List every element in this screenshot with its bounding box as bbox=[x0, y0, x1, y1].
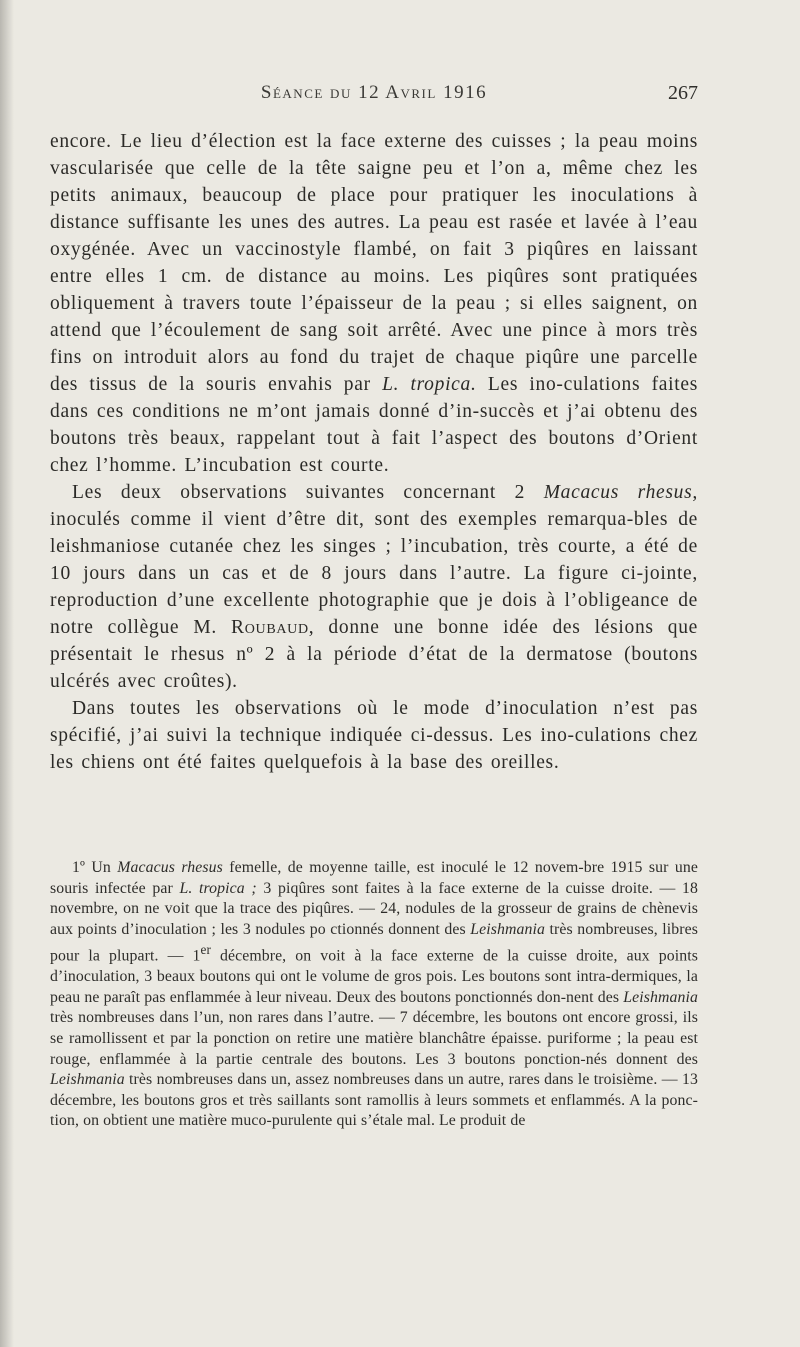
page-edge-shadow bbox=[0, 0, 14, 1347]
note-text-d: décembre, on voit à la face externe de la cuisse droite, aux points d’inoculation, 3 beaux boutons qui ont le volume de gros pois. Les boutons sont intra-dermiques, la peau ne paraît pas enflammée à leur niveau. Deux des boutons ponctionnés don-nent des bbox=[50, 947, 698, 1006]
observation-note bbox=[50, 858, 698, 1132]
genus-name: Leishmania bbox=[623, 988, 698, 1006]
paragraph-2-end: , donne une bonne idée des lésions que présentait le rhesus nº 2 à la période d’état de la dermatose (boutons ulcérés avec croûtes). bbox=[50, 617, 699, 692]
species-name: L. tropica. bbox=[382, 374, 477, 395]
running-header bbox=[50, 82, 698, 108]
paragraph-2-start: Les deux observations suivantes concernant 2 bbox=[72, 482, 526, 503]
note-text-e: très nombreuses dans l’un, non rares dans l’autre. — 7 décembre, les boutons ont encore grossi, ils se ramollissent et par la ponction on retire une matière blanchâtre épaisse. puriforme ; la peau est rouge, enflammée à la partie centrale des boutons. Les 3 boutons ponction-nés donnent des bbox=[50, 1009, 698, 1068]
ordinal-superscript: er bbox=[200, 942, 211, 958]
running-title: Séance du 12 Avril 1916 bbox=[260, 82, 488, 103]
page-number: 267 bbox=[668, 82, 698, 104]
species-name: Macacus rhesus, bbox=[543, 482, 698, 503]
note-text-f: très nombreuses dans un, assez nombreuses dans un autre, rares dans le troisième. — 13 décembre, les boutons gros et très saillants sont ramollis à leurs sommets et enflammés. A la ponc-tion, on obtient une matière muco-purulente qui s’étale mal. Le produit de bbox=[50, 1071, 698, 1130]
species-name: L. tropica ; bbox=[179, 879, 257, 897]
note-text-b: 3 piqûres sont faites à la face externe de la cuisse droite. — 18 novembre, on ne voit que la trace des piqûres. — 24, nodules de la grosseur de grains de chènevis aux points d’inoculation ; les 3 nodules po ctionnés donnent des bbox=[50, 879, 698, 938]
main-text bbox=[50, 128, 698, 776]
paragraph-2 bbox=[50, 479, 698, 695]
species-name: Macacus rhesus bbox=[117, 859, 223, 876]
author-name: Roubaud bbox=[231, 617, 309, 638]
note-paragraph bbox=[50, 858, 698, 1132]
paragraph-1-end: Les ino-culations faites dans ces conditions ne m’ont jamais donné d’in-succès et j’ai obtenu des boutons très beaux, rappelant tout à fait l’aspect des boutons d’Orient chez l’homme. L’incubation est courte. bbox=[50, 374, 699, 476]
paragraph-1 bbox=[50, 128, 698, 479]
genus-name: Leishmania bbox=[470, 920, 545, 938]
note-text-a: femelle, de moyenne taille, est inoculé le 12 novem-bre 1915 sur une souris infectée par bbox=[50, 859, 698, 897]
paragraph-2-mid: inoculés comme il vient d’être dit, sont des exemples remarqua-bles de leishmaniose cutanée chez les singes ; l’incubation, très courte, a été de 10 jours dans un cas et de 8 jours dans l’autre. La figure ci-jointe, reproduction d’une excellente photographie que je dois à l’obligeance de notre collègue M. bbox=[50, 509, 698, 638]
note-text-c: très nombreuses, libres pour la plupart. — 1 bbox=[50, 920, 698, 965]
paragraph-1-text: encore. Le lieu d’élection est la face externe des cuisses ; la peau moins vascularisée que celle de la tête saigne peu et l’on a, même chez les petits animaux, beaucoup de place pour pratiquer les inoculations à distance suffisante les unes des autres. La peau est rasée et lavée à l’eau oxygénée. Avec un vaccinostyle flambé, on fait 3 piqûres en laissant entre elles 1 cm. de distance au moins. Les piqûres sont pratiquées obliquement à travers toute l’épaisseur de la peau ; si elles saignent, on attend que l’écoulement de sang soit arrêté. Avec une pince à mors très fins on introduit alors au fond du trajet de chaque piqûre une parcelle des tissus de la souris envahis par bbox=[50, 131, 698, 395]
genus-name: Leishmania bbox=[50, 1071, 125, 1089]
paragraph-3: Dans toutes les observations où le mode d’inoculation n’est pas spécifié, j’ai suivi la technique indiquée ci-dessus. Les ino-culations chez les chiens ont été faites quelquefois à la base des oreilles. bbox=[50, 698, 698, 773]
note-start: 1º Un bbox=[72, 859, 111, 876]
